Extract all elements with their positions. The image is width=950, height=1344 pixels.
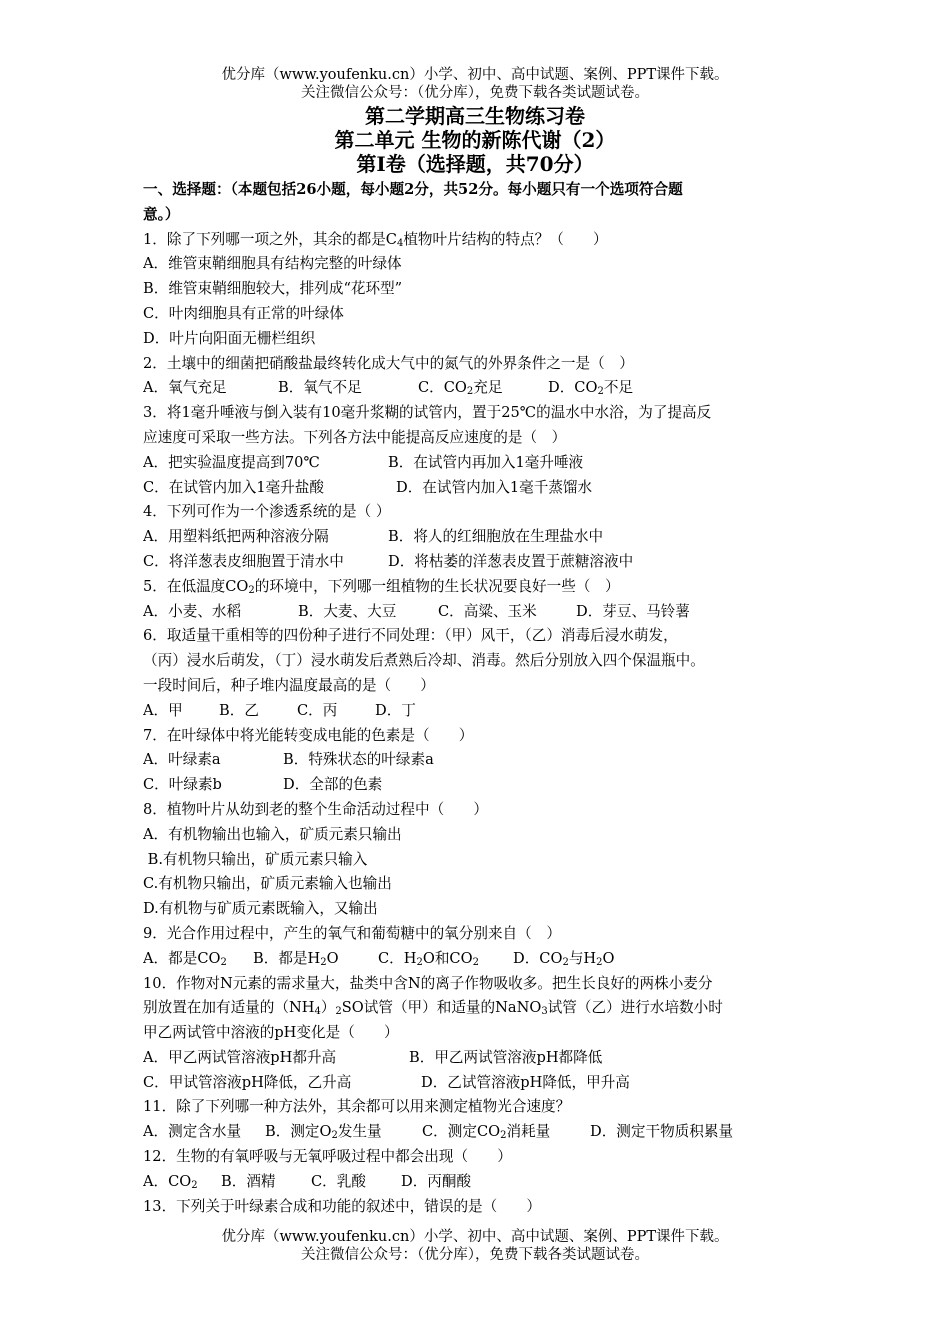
question-5-option-c: C．高粱、玉米	[438, 602, 537, 620]
question-10-option-c: C．甲试管溶液pH降低，乙升高	[143, 1073, 352, 1091]
question-3-options-ab	[143, 451, 811, 476]
question-6-option-a: A．甲	[143, 701, 183, 719]
question-6-option-b: B．乙	[219, 701, 259, 719]
question-7-stem: 7．在叶绿体中将光能转变成电能的色素是（ ）	[143, 726, 474, 744]
question-11-stem: 11．除了下列哪一种方法外，其余都可以用来测定植物光合速度？	[143, 1098, 571, 1116]
question-7-option-b: B．特殊状态的叶绿素a	[283, 751, 434, 769]
question-12-option-d: D．丙酮酸	[401, 1172, 472, 1190]
question-7-options-ab	[143, 748, 811, 773]
question-8-stem: 8．植物叶片从幼到老的整个生命活动过程中（ ）	[143, 800, 488, 818]
question-4-option-a: A．用塑料纸把两种溶液分隔	[143, 528, 329, 546]
question-9-option-a: A．都是$CO_2$	[143, 949, 227, 968]
question-5-option-d: D．芽豆、马铃薯	[576, 602, 690, 620]
question-7-option-a: A．叶绿素a	[143, 751, 221, 769]
question-3-option-a: A．把实验温度提高到70℃	[143, 453, 320, 471]
question-6-stem-line-2: （丙）浸水后萌发，（丁）浸水萌发后煮熟后冷却、消毒。然后分别放入四个保温瓶中。	[143, 652, 705, 670]
question-2-options	[143, 376, 811, 401]
question-10-stem-line-3: 甲乙两试管中溶液的pH变化是（ ）	[143, 1024, 399, 1042]
question-11-option-c: C．测定$CO_2$消耗量	[422, 1123, 551, 1142]
question-1-stem: 1．除了下列哪一项之外，其余的都是$C_4$植物叶片结构的特点？（ ）	[143, 230, 608, 249]
question-5-option-a: A．小麦、水稻	[143, 602, 242, 620]
question-7-options-cd	[143, 773, 811, 798]
document-title: 第二学期高三生物练习卷	[365, 104, 585, 128]
question-10-options-cd	[143, 1071, 811, 1096]
question-10-stem-line-1: 10．作物对N元素的需求量大，盐类中含N的离子作物吸收多。把生长良好的两株小麦分	[143, 974, 713, 992]
question-6-stem-line-1: 6．取适量干重相等的四份种子进行不同处理：（甲）风干，（乙）消毒后浸水萌发，	[143, 627, 678, 645]
question-4-stem: 4．下列可作为一个渗透系统的是（ ）	[143, 503, 391, 521]
volume-title: 第I卷（选择题，共70分）	[356, 152, 594, 176]
question-2-option-d: D．$CO_2$不足	[548, 379, 634, 398]
footer-line-1: 优分库（www.youfenku.cn）小学、初中、高中试题、案例、PPT课件下载。	[221, 1229, 729, 1245]
question-3-options-cd	[143, 476, 811, 501]
question-4-option-b: B．将人的红细胞放在生理盐水中	[388, 528, 604, 546]
question-1-option-b: B．维管束鞘细胞较大，排列成“花环型”	[143, 280, 403, 298]
question-13-stem: 13．下列关于叶绿素合成和功能的叙述中，错误的是（ ）	[143, 1197, 542, 1215]
question-11-option-a: A．测定含水量	[143, 1123, 242, 1141]
question-2-option-c: C．$CO_2$充足	[418, 379, 503, 398]
question-7-option-c: C．叶绿素b	[143, 776, 222, 794]
question-5-options	[143, 600, 811, 625]
question-12-option-a: A．$CO_2$	[143, 1172, 198, 1191]
question-6-option-c: C．丙	[297, 701, 338, 719]
question-9-stem: 9．光合作用过程中，产生的氧气和葡萄糖中的氧分别来自（ ）	[143, 924, 561, 942]
question-11-option-b: B．测定$O_2$发生量	[265, 1123, 382, 1142]
question-2-option-b: B．氧气不足	[278, 379, 362, 397]
question-3-option-c: C．在试管内加入1毫升盐酸	[143, 478, 324, 496]
title-block	[0, 104, 950, 176]
question-10-option-d: D．乙试管溶液pH降低，甲升高	[421, 1073, 630, 1091]
question-4-options-cd	[143, 550, 811, 575]
question-3-option-b: B．在试管内再加入1毫升唾液	[388, 453, 584, 471]
question-3-stem-line-2: 应速度可采取一些方法。下列各方法中能提高反应速度的是（ ）	[143, 428, 567, 446]
question-1-option-d: D．叶片向阳面无栅栏组织	[143, 329, 316, 347]
question-10-option-a: A．甲乙两试管溶液pH都升高	[143, 1048, 337, 1066]
question-8-option-c: C.有机物只输出，矿质元素输入也输出	[143, 875, 392, 893]
footer-line-2: 关注微信公众号：（优分库），免费下载各类试题试卷。	[301, 1247, 649, 1263]
question-6-option-d: D．丁	[375, 701, 416, 719]
unit-title: 第二单元 生物的新陈代谢（2）	[334, 128, 616, 152]
question-8-option-d: D.有机物与矿质元素既输入，又输出	[143, 900, 378, 918]
page-footer	[0, 1228, 950, 1264]
question-5-stem: 5．在低温度$CO_2$的环境中，下列哪一组植物的生长状况要良好一些（ ）	[143, 577, 620, 596]
question-12-option-c: C．乳酸	[311, 1172, 366, 1190]
header-line-2: 关注微信公众号：（优分库），免费下载各类试题试卷。	[301, 85, 649, 101]
question-1-option-a: A．维管束鞘细胞具有结构完整的叶绿体	[143, 255, 402, 273]
question-7-option-d: D．全部的色素	[283, 776, 383, 794]
question-11-options	[143, 1120, 811, 1145]
question-8-option-b: B.有机物只输出，矿质元素只输入	[143, 850, 368, 868]
question-1-option-c: C．叶肉细胞具有正常的叶绿体	[143, 304, 344, 322]
question-6-stem-line-3: 一段时间后，种子堆内温度最高的是（ ）	[143, 676, 435, 694]
question-4-option-d: D．将枯萎的洋葱表皮置于蔗糖溶液中	[388, 552, 634, 570]
question-8-option-a: A．有机物输出也输入，矿质元素只输出	[143, 825, 402, 843]
question-12-option-b: B．酒精	[221, 1172, 276, 1190]
question-5-option-b: B．大麦、大豆	[298, 602, 397, 620]
question-12-options	[143, 1170, 811, 1195]
question-10-options-ab	[143, 1046, 811, 1071]
header-line-1: 优分库（www.youfenku.cn）小学、初中、高中试题、案例、PPT课件下载。	[221, 67, 729, 83]
question-11-option-d: D．测定干物质积累量	[590, 1123, 734, 1141]
section-heading-line-1: 一、选择题：（本题包括26小题，每小题2分，共52分。每小题只有一个选项符合题	[143, 181, 683, 198]
page-header	[0, 66, 950, 102]
question-9-option-c: C．$H_2O$和$CO_2$	[378, 949, 479, 968]
question-9-options	[143, 947, 811, 972]
question-10-stem-line-2: 别放置在加有适量的$(NH_4)_2SO$试管（甲）和适量的NaNO$_3$试管（乙）进行水培数小时	[143, 999, 723, 1018]
question-3-option-d: D．在试管内加入1毫千蒸馏水	[396, 478, 593, 496]
question-10-option-b: B．甲乙两试管溶液pH都降低	[409, 1048, 603, 1066]
question-2-option-a: A．氧气充足	[143, 379, 227, 397]
question-body	[143, 178, 811, 1219]
question-4-options-ab	[143, 525, 811, 550]
question-3-stem-line-1: 3．将1毫升唾液与倒入装有10毫升浆糊的试管内，置于25℃的温水中水浴，为了提高反	[143, 404, 712, 422]
question-9-option-b: B．都是$H_2O$	[253, 949, 339, 968]
question-12-stem: 12．生物的有氧呼吸与无氧呼吸过程中都会出现（ ）	[143, 1148, 512, 1166]
question-2-stem: 2．土壤中的细菌把硝酸盐最终转化成大气中的氮气的外界条件之一是（ ）	[143, 354, 634, 372]
question-9-option-d: D．$CO_2$与$H_2O$	[513, 949, 615, 968]
section-heading-line-2: 意。）	[143, 205, 180, 223]
question-4-option-c: C．将洋葱表皮细胞置于清水中	[143, 552, 344, 570]
question-6-options	[143, 699, 811, 724]
